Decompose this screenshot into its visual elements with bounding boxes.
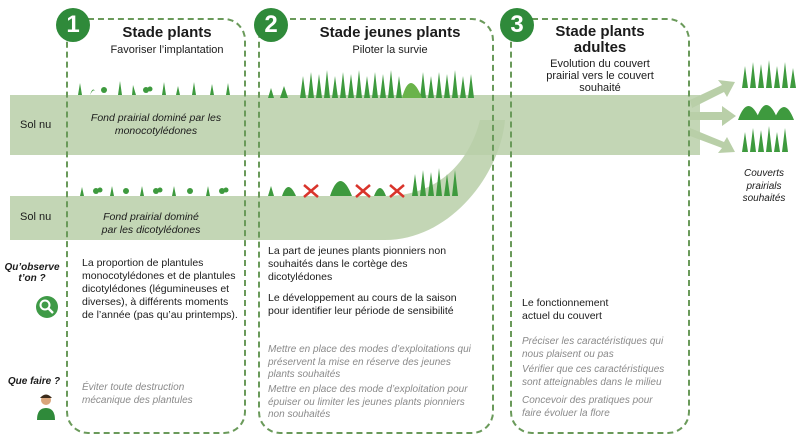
top-band-text: Fond prairial dominé par les monocotylédones — [90, 112, 222, 137]
stage1-bottom-seedlings — [80, 186, 229, 196]
stage1-subtitle: Favoriser l’implantation — [110, 44, 224, 56]
bottom-sol-label: Sol nu — [20, 211, 52, 223]
stage2-action-2: Mettre en place des mode d’exploitation pour épuiser ou limiter les jeunes plants pionniers non souhaités — [268, 384, 468, 420]
observe-question: Qu’observe t’on ? — [4, 262, 60, 284]
stage2-observation-1: La part de jeunes plants pionniers non souhaités dans le cortège des dicotylédones — [268, 245, 447, 283]
stage3-subtitle: Evolution du couvert prairial vers le couvert souhaité — [546, 58, 654, 94]
stage1-action: Éviter toute destruction mécanique des plantules — [82, 382, 193, 406]
stage3-action-2: Vérifier que ces caractéristiques sont atteignables dans le milieu — [522, 364, 665, 388]
farmer-icon — [34, 392, 58, 420]
stage3-action-3: Concevoir des pratiques pour faire évoluer la flore — [522, 395, 653, 419]
stage2-action-1: Mettre en place des modes d’exploitations qui préservent la mise en réserve des jeunes plants souhaités — [268, 344, 471, 380]
stage2-top-grass — [268, 70, 474, 98]
stage2-number: 2 — [254, 8, 288, 42]
result-label: Couverts prairials souhaités — [742, 168, 786, 204]
action-question: Que faire ? — [7, 376, 61, 387]
top-sol-label: Sol nu — [20, 119, 52, 131]
result-covers — [738, 60, 796, 152]
stage3-observation: Le fonctionnement actuel du couvert — [522, 297, 609, 322]
stage1-number: 1 — [56, 8, 90, 42]
stage1-observation: La proportion de plantules monocotylédones et de plantules dicotylédones (légumineuses et diverses), à différents moments de l’année (pas qu’au printemps). — [82, 257, 238, 321]
magnifier-icon — [36, 296, 58, 318]
cross-icon — [304, 185, 404, 197]
stage2-title: Stade jeunes plants — [319, 24, 461, 41]
stage1-title: Stade plants — [122, 24, 212, 41]
stage3-action-1: Préciser les caractéristiques qui nous plaisent ou pas — [522, 336, 664, 360]
stage3-title: Stade plants adultes — [555, 23, 645, 56]
stage2-subtitle: Piloter la survie — [352, 44, 428, 56]
stage2-observation-2: Le développement au cours de la saison pour identifier leur période de sensibilité — [268, 292, 457, 317]
stage1-top-seedlings — [78, 81, 230, 95]
bottom-band-text: Fond prairial dominé par les dicotylédones — [101, 211, 201, 236]
stage3-number: 3 — [500, 8, 534, 42]
